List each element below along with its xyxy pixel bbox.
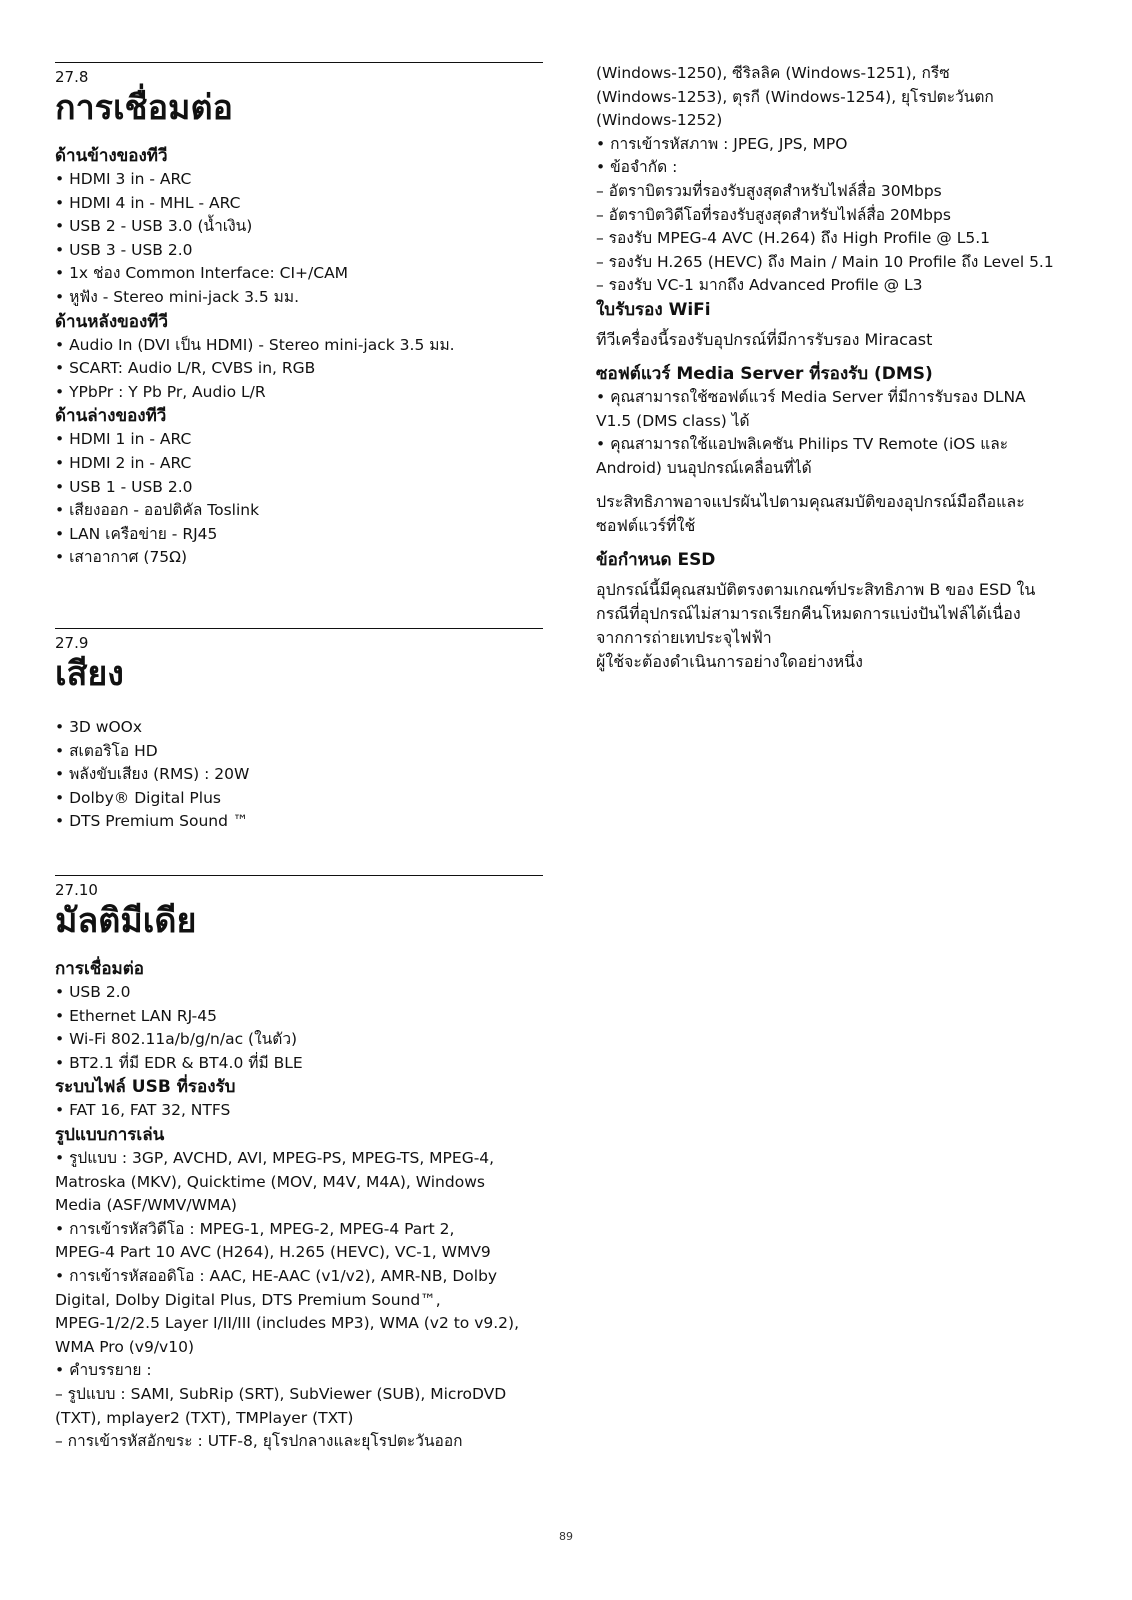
subheading-back: ด้านหลังของทีวี: [55, 311, 169, 332]
text-line: – อัตราบิตรวมที่รองรับสูงสุดสำหรับไฟล์สื่อ 30Mbps: [596, 181, 942, 200]
dms-list: [596, 386, 1086, 480]
list-item: • เสียงออก - ออปติคัล Toslink: [55, 501, 260, 520]
text-line: V1.5 (DMS class) ได้: [596, 411, 750, 430]
list-item: • 3D wOOx: [55, 718, 143, 736]
list-item: • LAN เครือข่าย - RJ45: [55, 524, 218, 543]
text-line: WMA Pro (v9/v10): [55, 1337, 194, 1356]
list-item: • HDMI 4 in - MHL - ARC: [55, 193, 241, 212]
connections-list: [55, 981, 543, 1075]
text-line: ประสิทธิภาพอาจแปรผันไปตามคุณสมบัติของอุปกรณ์มือถือและ: [596, 492, 1025, 512]
text-line: (Windows-1253), ตุรกี (Windows-1254), ยุโรปตะวันตก: [596, 87, 994, 106]
section-title: มัลติมีเดีย: [55, 901, 197, 941]
subheading-dms: ซอฟต์แวร์ Media Server ที่รองรับ (DMS): [596, 363, 933, 384]
text-line: ผู้ใช้จะต้องดำเนินการอย่างใดอย่างหนึ่ง: [596, 652, 863, 672]
section-number: 27.9: [55, 634, 89, 652]
section-multimedia: [55, 875, 543, 1454]
list-item: • HDMI 3 in - ARC: [55, 170, 192, 188]
text-line: MPEG-4 Part 10 AVC (H264), H.265 (HEVC), VC-1, WMV9: [55, 1243, 491, 1262]
section-divider: [55, 628, 543, 629]
list-item: • BT2.1 ที่มี EDR & BT4.0 ที่มี BLE: [55, 1053, 303, 1072]
list-item: • FAT 16, FAT 32, NTFS: [55, 1101, 231, 1120]
text-line: Matroska (MKV), Quicktime (MOV, M4V, M4A), Windows: [55, 1172, 485, 1191]
back-list: [55, 334, 543, 405]
text-line: ซอฟต์แวร์ที่ใช้: [596, 516, 696, 536]
text-line: (Windows-1250), ซีริลลิค (Windows-1251), กรีซ: [596, 64, 950, 82]
esd-text: [596, 578, 1086, 674]
continued-formats: [596, 62, 1086, 298]
section-sound: [55, 628, 543, 834]
list-item: • USB 2.0: [55, 983, 131, 1001]
list-item: • สเตอริโอ HD: [55, 741, 158, 760]
text-line: Android) บนอุปกรณ์เคลื่อนที่ได้: [596, 458, 812, 477]
side-list: [55, 168, 543, 310]
text-line: (Windows-1252): [596, 111, 723, 130]
text-line: • รูปแบบ : 3GP, AVCHD, AVI, MPEG-PS, MPEG-TS, MPEG-4,: [55, 1148, 495, 1167]
subheading-esd: ข้อกำหนด ESD: [596, 550, 716, 571]
text-line: – รองรับ H.265 (HEVC) ถึง Main / Main 10 Profile ถึง Level 5.1: [596, 252, 1054, 271]
list-item: • USB 2 - USB 3.0 (น้ำเงิน): [55, 217, 253, 236]
list-item: • HDMI 1 in - ARC: [55, 430, 192, 449]
list-item: • หูฟัง - Stereo mini-jack 3.5 มม.: [55, 287, 300, 306]
text-line: Media (ASF/WMV/WMA): [55, 1196, 237, 1215]
list-item: • Audio In (DVI เป็น HDMI) - Stereo mini-jack 3.5 มม.: [55, 335, 455, 354]
list-item: • Dolby® Digital Plus: [55, 788, 221, 807]
list-item: • USB 3 - USB 2.0: [55, 240, 193, 259]
section-divider: [55, 875, 543, 876]
text-line: • คุณสามารถใช้ซอฟต์แวร์ Media Server ที่มีการรับรอง DLNA: [596, 387, 1026, 406]
section-title: เสียง: [55, 654, 124, 694]
list-item: • Ethernet LAN RJ-45: [55, 1006, 217, 1025]
text-line: – รองรับ VC-1 มากถึง Advanced Profile @ L3: [596, 276, 923, 295]
subheading-usb-filesystems: ระบบไฟล์ USB ที่รองรับ: [55, 1077, 236, 1098]
text-line: MPEG-1/2/2.5 Layer I/II/III (includes MP3), WMA (v2 to v9.2),: [55, 1314, 520, 1333]
bottom-list: [55, 428, 543, 570]
text-line: Digital, Dolby Digital Plus, DTS Premium Sound™,: [55, 1290, 441, 1309]
section-connectivity: [55, 62, 543, 570]
text-line: จากการถ่ายเทประจุไฟฟ้า: [596, 628, 772, 648]
list-item: • HDMI 2 in - ARC: [55, 453, 192, 472]
text-line: • การเข้ารหัสออดิโอ : AAC, HE-AAC (v1/v2), AMR-NB, Dolby: [55, 1266, 498, 1285]
text-line: • การเข้ารหัสภาพ : JPEG, JPS, MPO: [596, 134, 848, 153]
text-line: • การเข้ารหัสวิดีโอ : MPEG-1, MPEG-2, MPEG-4 Part 2,: [55, 1219, 455, 1238]
dms-note: [596, 490, 1086, 538]
text-line: • คำบรรยาย :: [55, 1361, 152, 1380]
list-item: • SCART: Audio L/R, CVBS in, RGB: [55, 359, 316, 378]
playback-list: [55, 1147, 543, 1454]
text-line: – อัตราบิตวิดีโอที่รองรับสูงสุดสำหรับไฟล์สื่อ 20Mbps: [596, 205, 951, 224]
section-number: 27.10: [55, 881, 98, 899]
page-number: 89: [559, 1530, 573, 1543]
text-line: • คุณสามารถใช้แอปพลิเคชัน Philips TV Remote (iOS และ: [596, 435, 1009, 454]
text-line: กรณีที่อุปกรณ์ไม่สามารถเรียกคืนโหมดการแบ่งปันไฟล์ได้เนื่อง: [596, 604, 1021, 624]
text-line: – รูปแบบ : SAMI, SubRip (SRT), SubViewer (SUB), MicroDVD: [55, 1384, 507, 1403]
section-number: 27.8: [55, 68, 89, 86]
right-column: [596, 62, 1086, 674]
text-line: – การเข้ารหัสอักขระ : UTF-8, ยุโรปกลางและยุโรปตะวันออก: [55, 1432, 463, 1451]
section-title: การเชื่อมต่อ: [55, 88, 233, 128]
wifi-text: ทีวีเครื่องนี้รองรับอุปกรณ์ที่มีการรับรอง Miracast: [596, 329, 933, 349]
subheading-bottom: ด้านล่างของทีวี: [55, 406, 167, 427]
text-line: • ข้อจำกัด :: [596, 158, 678, 177]
list-item: • พลังขับเสียง (RMS) : 20W: [55, 765, 250, 784]
subheading-connections: การเชื่อมต่อ: [55, 959, 144, 979]
list-item: • USB 1 - USB 2.0: [55, 477, 193, 496]
list-item: • Wi-Fi 802.11a/b/g/n/ac (ในตัว): [55, 1030, 298, 1049]
list-item: • YPbPr : Y Pb Pr, Audio L/R: [55, 382, 266, 401]
list-item: • DTS Premium Sound ™: [55, 812, 249, 831]
list-item: • 1x ช่อง Common Interface: CI+/CAM: [55, 264, 349, 283]
subheading-side: ด้านข้างของทีวี: [55, 146, 168, 166]
subheading-wifi-certification: ใบรับรอง WiFi: [596, 299, 711, 320]
sound-list: [55, 716, 543, 834]
text-line: – รองรับ MPEG-4 AVC (H.264) ถึง High Profile @ L5.1: [596, 229, 991, 248]
usb-list: [55, 1099, 543, 1123]
text-line: อุปกรณ์นี้มีคุณสมบัติตรงตามเกณฑ์ประสิทธิภาพ B ของ ESD ใน: [596, 580, 1036, 600]
list-item: • เสาอากาศ (75Ω): [55, 548, 188, 567]
subheading-playback-formats: รูปแบบการเล่น: [55, 1124, 165, 1145]
text-line: (TXT), mplayer2 (TXT), TMPlayer (TXT): [55, 1408, 354, 1427]
section-divider: [55, 62, 543, 63]
